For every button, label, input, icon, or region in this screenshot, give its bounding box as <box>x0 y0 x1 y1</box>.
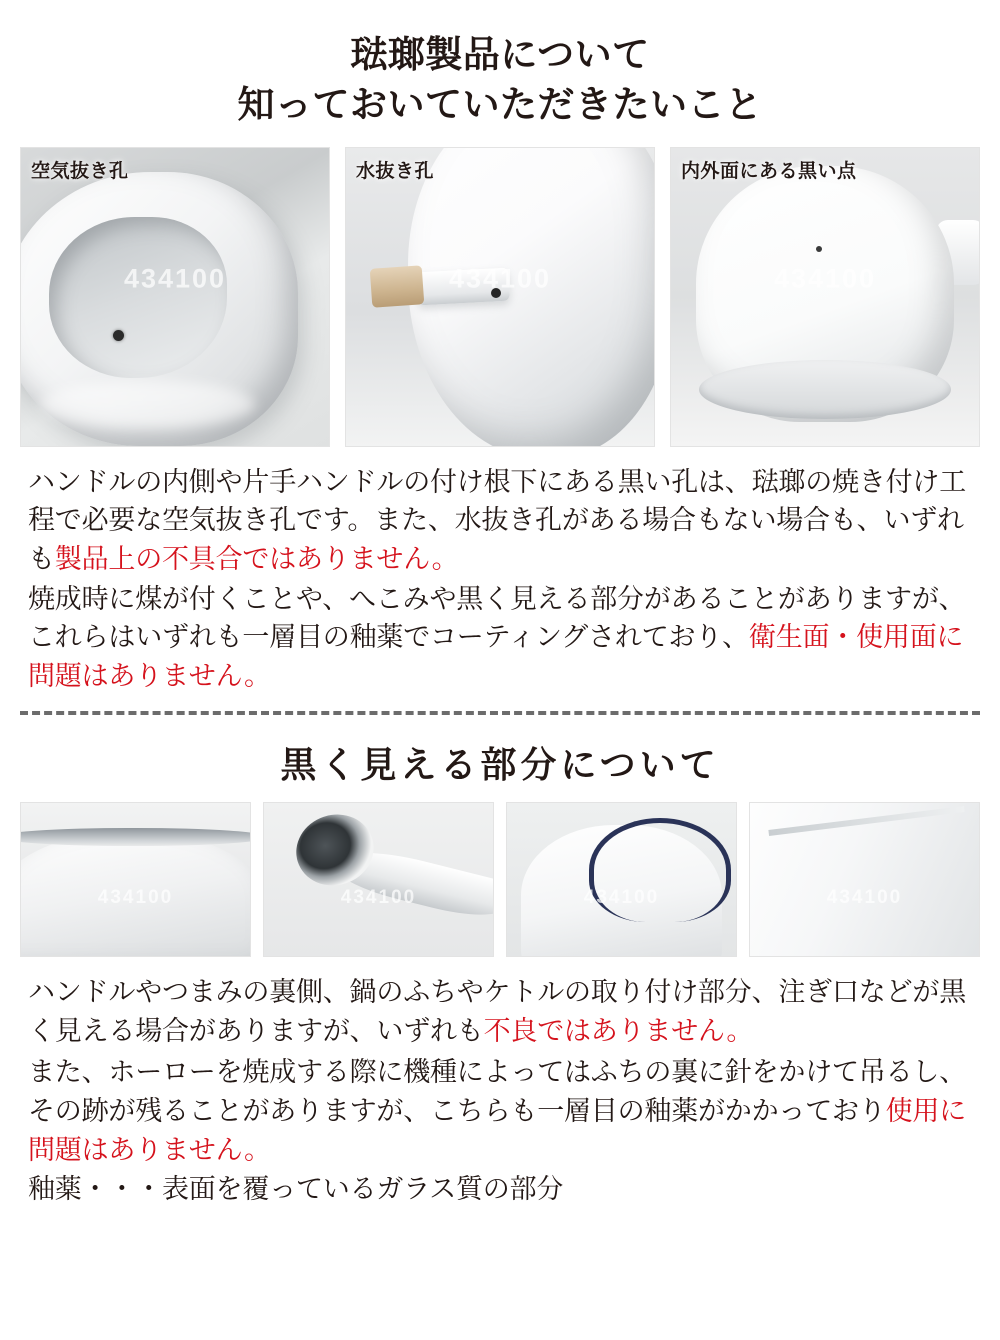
watermark-text: 434100 <box>123 263 227 294</box>
watermark-text: 434100 <box>583 886 660 908</box>
bottom-paragraph-2-highlight: 使用に問題はありません。 <box>28 1095 967 1165</box>
top-photo-row <box>0 147 1000 447</box>
top-body-text <box>0 463 1000 695</box>
black-dot-illustration <box>671 148 979 446</box>
bottom-photo-row <box>0 802 1000 957</box>
top-paragraph-2-highlight: 衛生面・使用面に問題はありません。 <box>28 622 964 691</box>
watermark-text: 434100 <box>97 886 174 908</box>
pot-rim-photo <box>506 802 737 957</box>
page-title-line-1: 琺瑯製品について <box>350 34 650 75</box>
top-paragraph-1-text: ハンドルの内側や片手ハンドルの付け根下にある黒い孔は、琺瑯の焼き付け工程で必要な空気抜き孔です。また、水抜き孔がある場合もない場合も、いずれも <box>28 467 966 574</box>
air-vent-hole-illustration <box>21 148 329 446</box>
watermark-text: 434100 <box>448 263 552 294</box>
glaze-note: 釉薬・・・表面を覆っているガラス質の部分 <box>28 1173 564 1204</box>
watermark-text: 434100 <box>340 886 417 908</box>
bottom-paragraph-2 <box>28 1053 972 1170</box>
pot-rim-illustration <box>507 803 736 956</box>
bottom-paragraph-2-text: また、ホーローを焼成する際に機種によってはふちの裏に針をかけて吊るし、その跡が残ることがありますが、こちらも一層目の釉薬がかかっており <box>28 1056 966 1126</box>
air-vent-hole-photo <box>20 147 330 447</box>
bottom-paragraph-1-highlight: 不良ではありません。 <box>483 1016 754 1046</box>
page-title-line-2: 知っておいていただきたいこと <box>237 83 763 125</box>
black-dot-photo <box>670 147 980 447</box>
top-paragraph-2 <box>28 580 972 695</box>
bottom-paragraph-1 <box>28 973 972 1051</box>
spout-illustration <box>264 803 493 956</box>
body-surface-photo <box>749 802 980 957</box>
drain-hole-marker <box>491 288 501 298</box>
bottom-body-text <box>0 973 1000 1208</box>
drain-hole-caption: 水抜き孔 <box>356 161 435 183</box>
air-vent-hole-caption: 空気抜き孔 <box>31 161 129 183</box>
body-surface-illustration <box>750 803 979 956</box>
section-title-black-areas: 黒く見える部分について <box>280 744 720 786</box>
watermark-text: 434100 <box>773 263 877 294</box>
page-title <box>0 0 1000 129</box>
lid-edge-photo <box>20 802 251 957</box>
bottom-paragraph-1-text: ハンドルやつまみの裏側、鍋のふちやケトルの取り付け部分、注ぎ口などが黒く見える場合がありますが、いずれも <box>28 977 966 1046</box>
drain-hole-illustration <box>346 148 654 446</box>
watermark-text: 434100 <box>826 886 903 908</box>
lid-edge-illustration <box>21 803 250 956</box>
top-paragraph-1 <box>28 463 972 578</box>
spout-photo <box>263 802 494 957</box>
top-paragraph-2-text: 焼成時に煤が付くことや、へこみや黒く見える部分があることがありますが、これらはいずれも一層目の釉薬でコーティングされており、 <box>28 584 966 653</box>
drain-hole-photo <box>345 147 655 447</box>
top-paragraph-1-highlight: 製品上の不具合ではありません。 <box>54 543 459 574</box>
black-dot-caption: 内外面にある黒い点 <box>681 161 857 183</box>
section-divider <box>20 711 980 715</box>
